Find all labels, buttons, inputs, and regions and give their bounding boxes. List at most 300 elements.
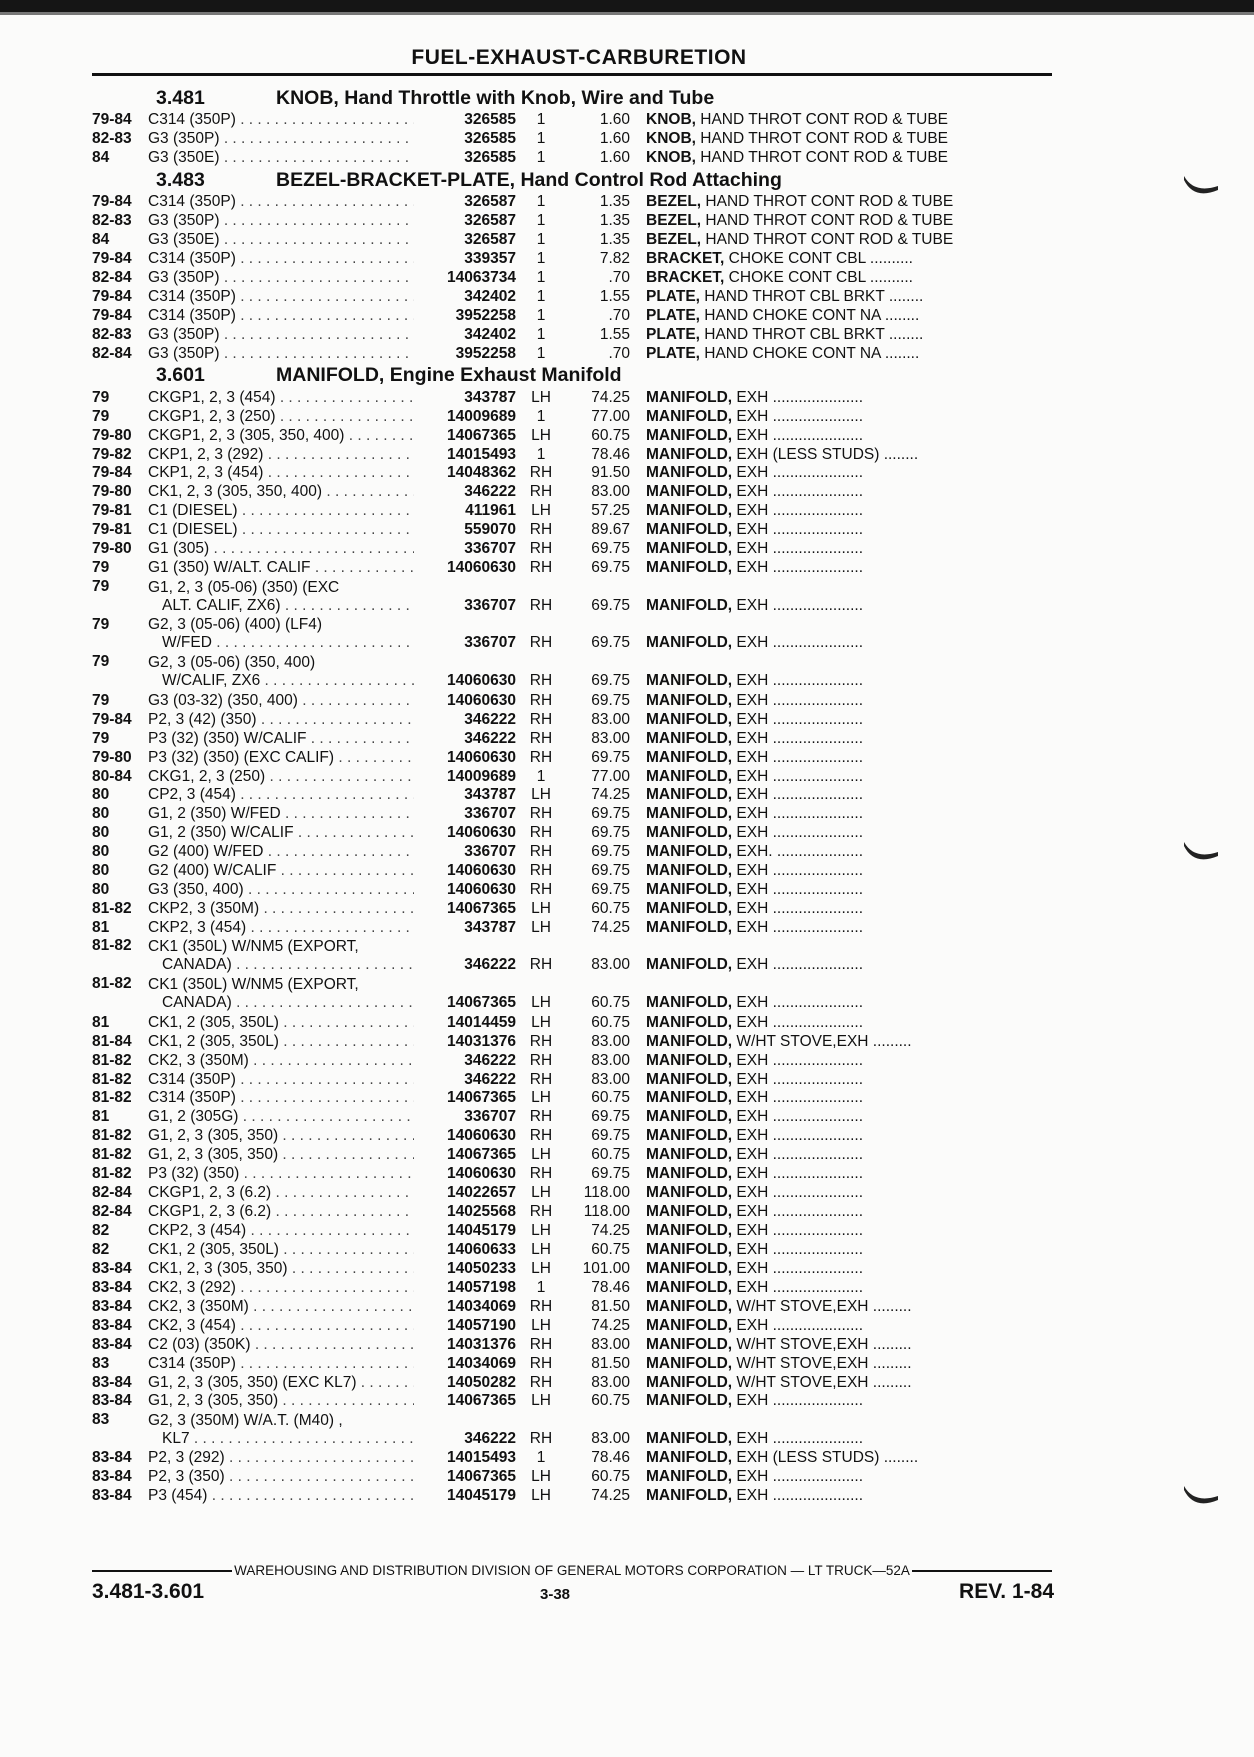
- application-description: [148, 1355, 414, 1373]
- price: 1.55: [599, 287, 630, 305]
- quantity-or-side: LH: [531, 426, 551, 444]
- price: 60.75: [591, 1468, 630, 1486]
- part-name-detail: EXH .....................: [732, 691, 864, 709]
- quantity-or-side: RH: [529, 672, 553, 690]
- application-description: [148, 1298, 414, 1316]
- model-years: 81: [92, 1108, 110, 1126]
- table-row: [92, 540, 1052, 559]
- price: 7.82: [599, 250, 630, 268]
- description-line: P2, 3 (292) . . .: [148, 1449, 414, 1467]
- table-row: [92, 1259, 1052, 1278]
- quantity-or-side: RH: [529, 596, 553, 614]
- table-row: [92, 691, 1052, 710]
- model-years: 84: [92, 231, 110, 249]
- description-line: CK1, 2 (305, 350L) . . .: [148, 1033, 414, 1051]
- price: 69.75: [591, 843, 630, 861]
- table-row: [92, 464, 1052, 483]
- quantity-or-side: RH: [529, 805, 553, 823]
- part-number: 14060630: [447, 1165, 516, 1183]
- part-name-keyword: PLATE,: [646, 344, 700, 362]
- quantity-or-side: 1: [536, 287, 546, 305]
- section-heading: [92, 168, 1052, 193]
- part-number: 326587: [464, 231, 516, 249]
- model-years: 79: [92, 407, 110, 425]
- quantity-or-side: LH: [531, 1013, 551, 1031]
- part-name-detail: EXH .....................: [732, 672, 864, 690]
- description-line: P3 (454) . . .: [148, 1487, 414, 1505]
- quantity-or-side: LH: [531, 919, 551, 937]
- part-number: 14022657: [447, 1184, 516, 1202]
- part-name-keyword: MANIFOLD,: [646, 805, 733, 823]
- price: 60.75: [591, 900, 630, 918]
- description-line-continued: KL7 . . .: [148, 1430, 414, 1448]
- part-name: [646, 1430, 1052, 1448]
- part-name: [646, 427, 1052, 445]
- section-title: KNOB, Hand Throttle with Knob, Wire and Tube: [276, 87, 715, 109]
- part-name-detail: W/HT STOVE,EXH .........: [732, 1373, 912, 1391]
- part-name: [646, 1127, 1052, 1145]
- description-line: P2, 3 (42) (350) . . .: [148, 711, 414, 729]
- part-number: 326585: [464, 149, 516, 167]
- part-name-keyword: MANIFOLD,: [646, 1468, 733, 1486]
- description-line: G1, 2, 3 (305, 350) . . .: [148, 1392, 414, 1410]
- part-name-detail: HAND THROT CONT ROD & TUBE: [695, 149, 949, 167]
- part-name: [646, 1298, 1052, 1316]
- model-years: 79-82: [92, 445, 132, 463]
- footer-page-number: 3-38: [540, 1586, 571, 1603]
- description-line: G3 (350, 400) . . .: [148, 881, 414, 899]
- price: 74.25: [591, 786, 630, 804]
- quantity-or-side: RH: [529, 1429, 553, 1447]
- table-row: [92, 269, 1052, 288]
- part-name: [646, 1203, 1052, 1221]
- model-years: 79-84: [92, 250, 132, 268]
- part-name-detail: W/HT STOVE,EXH .........: [732, 1335, 912, 1353]
- part-name-keyword: PLATE,: [646, 287, 700, 305]
- description-line: P2, 3 (350) . . .: [148, 1468, 414, 1486]
- price: 91.50: [591, 464, 630, 482]
- description-line: G2, 3 (350M) W/A.T. (M40) ,: [148, 1411, 343, 1429]
- description-line: G3 (350P) . . .: [148, 269, 414, 287]
- model-years: 80: [92, 881, 110, 899]
- part-name-keyword: PLATE,: [646, 325, 700, 343]
- application-description: [148, 938, 414, 974]
- application-description: [148, 730, 414, 748]
- page-title: FUEL-EXHAUST-CARBURETION: [411, 46, 747, 69]
- price: 83.00: [591, 956, 630, 974]
- description-line: G1 (305) . . .: [148, 540, 414, 558]
- quantity-or-side: 1: [536, 344, 546, 362]
- application-description: [148, 326, 414, 344]
- model-years: 82: [92, 1222, 110, 1240]
- application-description: [148, 616, 414, 652]
- part-name: [646, 749, 1052, 767]
- application-description: [148, 1241, 414, 1259]
- part-name-keyword: KNOB,: [646, 130, 696, 148]
- description-line: C2 (03) (350K) . . .: [148, 1336, 414, 1354]
- part-name-detail: EXH .....................: [732, 1070, 864, 1088]
- price: 57.25: [591, 502, 630, 520]
- part-name-keyword: MANIFOLD,: [646, 1146, 733, 1164]
- quantity-or-side: RH: [529, 1165, 553, 1183]
- part-name-detail: HAND THROT CBL BRKT ........: [699, 287, 924, 305]
- description-line: G3 (350P) . . .: [148, 212, 414, 230]
- top-edge-bar: [0, 0, 1254, 12]
- model-years: 83-84: [92, 1449, 132, 1467]
- model-years: 81-82: [92, 1127, 132, 1145]
- quantity-or-side: 1: [536, 250, 546, 268]
- description-line: G2 (400) W/CALIF . . .: [148, 862, 414, 880]
- part-number: 336707: [464, 805, 516, 823]
- application-description: [148, 1260, 414, 1278]
- part-number: 326587: [464, 193, 516, 211]
- model-years: 83-84: [92, 1373, 132, 1391]
- price: 77.00: [591, 407, 630, 425]
- part-number: 14009689: [447, 767, 516, 785]
- part-name-detail: EXH .....................: [732, 521, 864, 539]
- model-years: 81-82: [92, 975, 132, 993]
- part-name: [646, 1184, 1052, 1202]
- description-line: C314 (350P) . . .: [148, 1071, 414, 1089]
- footer-revision: REV. 1-84: [959, 1580, 1054, 1603]
- application-description: [148, 1033, 414, 1051]
- table-row: [92, 1127, 1052, 1146]
- application-description: [148, 1317, 414, 1335]
- model-years: 79-80: [92, 540, 132, 558]
- part-name: [646, 1374, 1052, 1392]
- table-row: [92, 1184, 1052, 1203]
- application-description: [148, 212, 414, 230]
- part-number: 14057190: [447, 1316, 516, 1334]
- model-years: 83-84: [92, 1335, 132, 1353]
- part-name: [646, 597, 1052, 615]
- part-name-detail: EXH .....................: [732, 767, 864, 785]
- model-years: 82-84: [92, 1203, 132, 1221]
- part-name-keyword: MANIFOLD,: [646, 502, 733, 520]
- part-name-keyword: MANIFOLD,: [646, 881, 733, 899]
- part-name-detail: EXH .....................: [732, 786, 864, 804]
- part-name: [646, 1260, 1052, 1278]
- quantity-or-side: LH: [531, 1487, 551, 1505]
- table-row: [92, 426, 1052, 445]
- part-number: 411961: [465, 502, 516, 520]
- part-number: 14045179: [447, 1222, 516, 1240]
- part-name-keyword: MANIFOLD,: [646, 559, 733, 577]
- price: 74.25: [591, 919, 630, 937]
- quantity-or-side: RH: [529, 862, 553, 880]
- model-years: 79-80: [92, 748, 132, 766]
- footer-line: [92, 1563, 1052, 1578]
- description-line: CKGP1, 2, 3 (305, 350, 400) . . .: [148, 427, 414, 445]
- application-description: [148, 1468, 414, 1486]
- part-name-keyword: MANIFOLD,: [646, 843, 733, 861]
- price: 83.00: [591, 483, 630, 501]
- quantity-or-side: RH: [529, 1203, 553, 1221]
- binder-hole-icon: [1180, 826, 1220, 866]
- part-name: [646, 1071, 1052, 1089]
- quantity-or-side: 1: [536, 111, 546, 129]
- quantity-or-side: RH: [529, 710, 553, 728]
- model-years: 79: [92, 691, 110, 709]
- table-row: [92, 344, 1052, 363]
- part-name-keyword: MANIFOLD,: [646, 691, 733, 709]
- part-name-detail: EXH .....................: [732, 1089, 864, 1107]
- part-name-detail: EXH .....................: [732, 596, 864, 614]
- table-row: [92, 288, 1052, 307]
- model-years: 81-84: [92, 1032, 132, 1050]
- model-years: 79: [92, 653, 110, 671]
- model-years: 81-82: [92, 1165, 132, 1183]
- application-description: [148, 1392, 414, 1410]
- table-row: [92, 250, 1052, 269]
- model-years: 82-83: [92, 325, 132, 343]
- part-name-detail: EXH .....................: [732, 919, 864, 937]
- description-line: G1, 2, 3 (305, 350) . . .: [148, 1146, 414, 1164]
- description-line: CKP1, 2, 3 (292) . . .: [148, 446, 414, 464]
- quantity-or-side: RH: [529, 1335, 553, 1353]
- part-name-detail: EXH .....................: [732, 388, 864, 406]
- table-row: [92, 748, 1052, 767]
- model-years: 80-84: [92, 767, 132, 785]
- quantity-or-side: RH: [529, 1108, 553, 1126]
- application-description: [148, 307, 414, 325]
- price: 78.46: [591, 445, 630, 463]
- table-row: [92, 407, 1052, 426]
- part-name-detail: W/HT STOVE,EXH .........: [732, 1297, 912, 1315]
- price: 83.00: [591, 1429, 630, 1447]
- model-years: 81-82: [92, 1051, 132, 1069]
- part-name-keyword: MANIFOLD,: [646, 1487, 733, 1505]
- table-row: [92, 231, 1052, 250]
- part-name-keyword: MANIFOLD,: [646, 1203, 733, 1221]
- part-name-keyword: MANIFOLD,: [646, 1089, 733, 1107]
- description-line: C314 (350P) . . .: [148, 193, 414, 211]
- part-name-keyword: MANIFOLD,: [646, 786, 733, 804]
- part-name: [646, 1222, 1052, 1240]
- part-name-keyword: MANIFOLD,: [646, 1222, 733, 1240]
- part-name: [646, 768, 1052, 786]
- part-name: [646, 130, 1052, 148]
- model-years: 83: [92, 1354, 110, 1372]
- part-number: 346222: [464, 1070, 516, 1088]
- section-number: 3.483: [156, 168, 205, 191]
- part-name-keyword: MANIFOLD,: [646, 596, 733, 614]
- description-line: G3 (03-32) (350, 400) . . .: [148, 692, 414, 710]
- part-name: [646, 1487, 1052, 1505]
- description-line: CKGP1, 2, 3 (6.2) . . .: [148, 1184, 414, 1202]
- part-name-detail: EXH .....................: [732, 805, 864, 823]
- table-row: [92, 786, 1052, 805]
- part-name-keyword: MANIFOLD,: [646, 1449, 733, 1467]
- part-name: [646, 730, 1052, 748]
- binder-hole-icon: [1180, 1470, 1220, 1510]
- quantity-or-side: 1: [536, 1449, 546, 1467]
- description-line: C314 (350P) . . .: [148, 250, 414, 268]
- quantity-or-side: LH: [531, 502, 551, 520]
- part-name-keyword: MANIFOLD,: [646, 1297, 733, 1315]
- application-description: [148, 1071, 414, 1089]
- model-years: 81-82: [92, 1089, 132, 1107]
- part-name-detail: EXH .....................: [732, 729, 864, 747]
- application-description: [148, 559, 414, 577]
- part-name-detail: EXH .....................: [732, 483, 864, 501]
- price: .70: [608, 269, 630, 287]
- model-years: 82-84: [92, 1184, 132, 1202]
- application-description: [148, 345, 414, 363]
- part-number: 326585: [464, 130, 516, 148]
- part-name-detail: HAND THROT CONT ROD & TUBE: [701, 193, 954, 211]
- part-name-keyword: MANIFOLD,: [646, 388, 733, 406]
- part-name: [646, 824, 1052, 842]
- application-description: [148, 1146, 414, 1164]
- quantity-or-side: 1: [536, 325, 546, 343]
- table-row: [92, 559, 1052, 578]
- quantity-or-side: LH: [531, 1468, 551, 1486]
- table-row: [92, 1278, 1052, 1297]
- description-line: G1 (350) W/ALT. CALIF . . .: [148, 559, 414, 577]
- top-edge-shadow: [0, 12, 1254, 15]
- table-row: [92, 388, 1052, 407]
- footer-section-range: 3.481-3.601: [92, 1580, 205, 1603]
- part-name: [646, 692, 1052, 710]
- table-row: [92, 521, 1052, 540]
- part-name-detail: EXH .....................: [732, 1146, 864, 1164]
- application-description: [148, 1184, 414, 1202]
- application-description: [148, 1412, 414, 1448]
- application-description: [148, 692, 414, 710]
- part-name-keyword: MANIFOLD,: [646, 445, 733, 463]
- quantity-or-side: RH: [529, 483, 553, 501]
- part-name: [646, 956, 1052, 974]
- model-years: 79-81: [92, 502, 132, 520]
- price: 83.00: [591, 1051, 630, 1069]
- part-number: 342402: [464, 325, 516, 343]
- part-name-detail: EXH .....................: [732, 1127, 864, 1145]
- model-years: 83: [92, 1410, 110, 1428]
- application-description: [148, 149, 414, 167]
- price: 1.35: [599, 193, 630, 211]
- quantity-or-side: LH: [531, 1316, 551, 1334]
- part-name-detail: EXH .....................: [732, 710, 864, 728]
- price: 1.60: [599, 111, 630, 129]
- application-description: [148, 389, 414, 407]
- application-description: [148, 521, 414, 539]
- table-row: [92, 111, 1052, 130]
- section-title: BEZEL-BRACKET-PLATE, Hand Control Rod Attaching: [276, 168, 782, 191]
- quantity-or-side: LH: [531, 388, 551, 406]
- part-name: [646, 1279, 1052, 1297]
- part-name-keyword: BRACKET,: [646, 269, 725, 287]
- part-number: 14060630: [447, 1127, 516, 1145]
- part-name-detail: EXH .....................: [732, 1184, 864, 1202]
- price: 83.00: [591, 729, 630, 747]
- application-description: [148, 446, 414, 464]
- part-name-keyword: MANIFOLD,: [646, 1032, 733, 1050]
- part-number: 14060630: [447, 691, 516, 709]
- application-description: [148, 1127, 414, 1145]
- application-description: [148, 976, 414, 1012]
- description-line: P3 (32) (350) (EXC CALIF) . . .: [148, 749, 414, 767]
- part-number: 14067365: [447, 1089, 516, 1107]
- description-line: G3 (350E) . . .: [148, 149, 414, 167]
- model-years: 82-83: [92, 130, 132, 148]
- description-line: CK2, 3 (350M) . . .: [148, 1052, 414, 1070]
- footer-dash-left: [92, 1570, 232, 1572]
- description-line: G2, 3 (05-06) (400) (LF4): [148, 616, 323, 634]
- quantity-or-side: 1: [536, 306, 546, 324]
- table-row: [92, 1165, 1052, 1184]
- price: 78.46: [591, 1278, 630, 1296]
- part-name-keyword: MANIFOLD,: [646, 956, 733, 974]
- price: 60.75: [591, 1146, 630, 1164]
- model-years: 79: [92, 729, 110, 747]
- part-number: 326585: [464, 111, 516, 129]
- table-row: [92, 1316, 1052, 1335]
- part-name-keyword: MANIFOLD,: [646, 1070, 733, 1088]
- table-row: [92, 616, 1052, 654]
- price: 60.75: [591, 426, 630, 444]
- application-description: [148, 1374, 414, 1392]
- description-line-continued: W/FED . . .: [148, 634, 414, 652]
- quantity-or-side: 1: [536, 1278, 546, 1296]
- description-line: C314 (350P) . . .: [148, 307, 414, 325]
- description-line: CK1 (350L) W/NM5 (EXPORT,: [148, 976, 359, 994]
- quantity-or-side: 1: [536, 149, 546, 167]
- part-number: 14067365: [447, 1146, 516, 1164]
- part-name-keyword: MANIFOLD,: [646, 483, 733, 501]
- part-name: [646, 250, 1052, 268]
- part-number: 14050282: [447, 1373, 516, 1391]
- table-row: [92, 1146, 1052, 1165]
- part-name-detail: EXH .....................: [732, 407, 864, 425]
- part-number: 14031376: [447, 1032, 516, 1050]
- table-row: [92, 1032, 1052, 1051]
- description-line: CKP2, 3 (454) . . .: [148, 1222, 414, 1240]
- part-number: 336707: [464, 540, 516, 558]
- part-name-detail: EXH .....................: [732, 1203, 864, 1221]
- quantity-or-side: 1: [536, 407, 546, 425]
- part-number: 14015493: [447, 445, 516, 463]
- part-number: 346222: [464, 1051, 516, 1069]
- application-description: [148, 805, 414, 823]
- model-years: 79-84: [92, 111, 132, 129]
- price: 69.75: [591, 559, 630, 577]
- table-row: [92, 653, 1052, 691]
- part-name-detail: EXH .....................: [732, 862, 864, 880]
- part-name-keyword: MANIFOLD,: [646, 426, 733, 444]
- application-description: [148, 919, 414, 937]
- part-name-keyword: BEZEL,: [646, 193, 702, 211]
- part-name-keyword: BEZEL,: [646, 231, 702, 249]
- model-years: 80: [92, 824, 110, 842]
- part-name: [646, 1241, 1052, 1259]
- description-line: G3 (350P) . . .: [148, 345, 414, 363]
- part-name-detail: EXH .....................: [732, 1392, 864, 1410]
- model-years: 83-84: [92, 1259, 132, 1277]
- part-name-keyword: MANIFOLD,: [646, 900, 733, 918]
- application-description: [148, 288, 414, 306]
- part-name-detail: EXH .....................: [732, 1051, 864, 1069]
- table-row: [92, 824, 1052, 843]
- price: 1.55: [599, 325, 630, 343]
- quantity-or-side: RH: [529, 1127, 553, 1145]
- price: 60.75: [591, 1392, 630, 1410]
- price: 69.75: [591, 1127, 630, 1145]
- part-name: [646, 919, 1052, 937]
- model-years: 81: [92, 919, 110, 937]
- quantity-or-side: RH: [529, 540, 553, 558]
- description-line: G1, 2, 3 (05-06) (350) (EXC: [148, 578, 340, 596]
